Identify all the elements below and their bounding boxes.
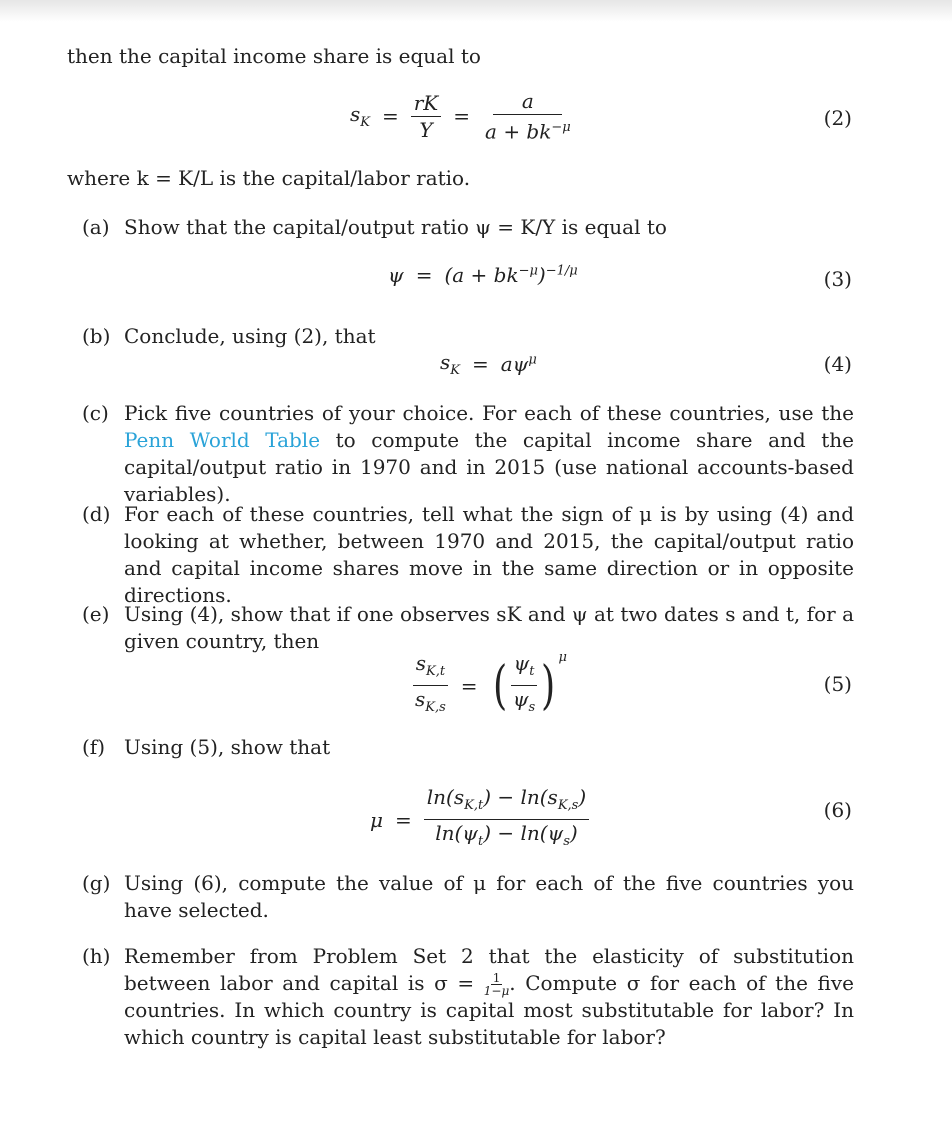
item-h [82,943,855,1049]
item-label: (e) [82,602,110,626]
equation-number: (5) [823,672,852,696]
equation-2: $s_K$ = $\frac{rK}{Y}$ = $\frac{a}{a + bk^{-\mu}}$ [350,89,571,144]
equation-number: (3) [823,267,852,291]
window-top-shadow [0,0,952,22]
sigma-fraction: $\frac{1}{1-\mu}$ [483,971,510,998]
item-text: Show that the capital/output ratio ψ = K/Y is equal to [124,215,667,239]
item-a [82,214,854,241]
item-label: (c) [82,401,109,425]
item-text: Conclude, using (2), that [124,324,376,348]
where-text: where k = K/L is the capital/labor ratio. [67,166,471,190]
item-c [82,400,855,506]
equation-5: $\frac{s_{K,t}}{s_{K,s}}$ = ( $\frac{\psi_t}{\psi_s}$ ) μ [412,650,567,721]
equation-6: μ = $\frac{\ln(s_{K,t}) - \ln(s_{K,s})}{\ln(\psi_t) - \ln(\psi_s)}$ [370,784,589,855]
item-text: Remember from Problem Set 2 that the elasticity of substitution between labor and capital is σ = $\frac{1}{1-\mu}$ . Compute σ for each of the five countries. In which country is capital most substitutable for labor? In which country is capital least substitutable for labor? [124,944,855,1049]
item-g [82,870,854,922]
item-text: Using (5), show that [124,735,331,759]
equation-number: (4) [823,352,852,376]
equation-3: ψ = $(a + bk^{-\mu})^{-1/\mu}$ [388,263,578,287]
equation-4: $s_K$ = $a\psi^\mu$ [440,350,537,378]
item-label: (b) [82,324,111,348]
item-label: (g) [82,871,111,895]
item-text: Using (6), compute the value of μ for each of the five countries you have selected. [124,871,854,922]
item-f [82,734,854,761]
item-label: (h) [82,944,111,968]
equation-number: (6) [823,798,852,822]
item-text: For each of these countries, tell what the sign of μ is by using (4) and looking at whether, between 1970 and 2015, the capital/output ratio and capital income shares move in the same direction or in opposite directions. [124,502,854,607]
item-d [82,501,854,607]
item-label: (d) [82,502,111,526]
equation-number: (2) [823,106,852,130]
item-e [82,601,854,653]
penn-world-table-link[interactable]: Penn World Table [124,428,321,452]
item-label: (a) [82,215,110,239]
intro-text: then the capital income share is equal to [67,44,481,68]
item-text: Using (4), show that if one observes sK and ψ at two dates s and t, for a given country, then [124,602,854,653]
item-text: Pick five countries of your choice. For each of these countries, use the Penn World Table to compute the capital income share and the capital/output ratio in 1970 and in 2015 (use national accounts-based variables). [124,401,855,506]
item-b [82,323,854,350]
item-label: (f) [82,735,106,759]
